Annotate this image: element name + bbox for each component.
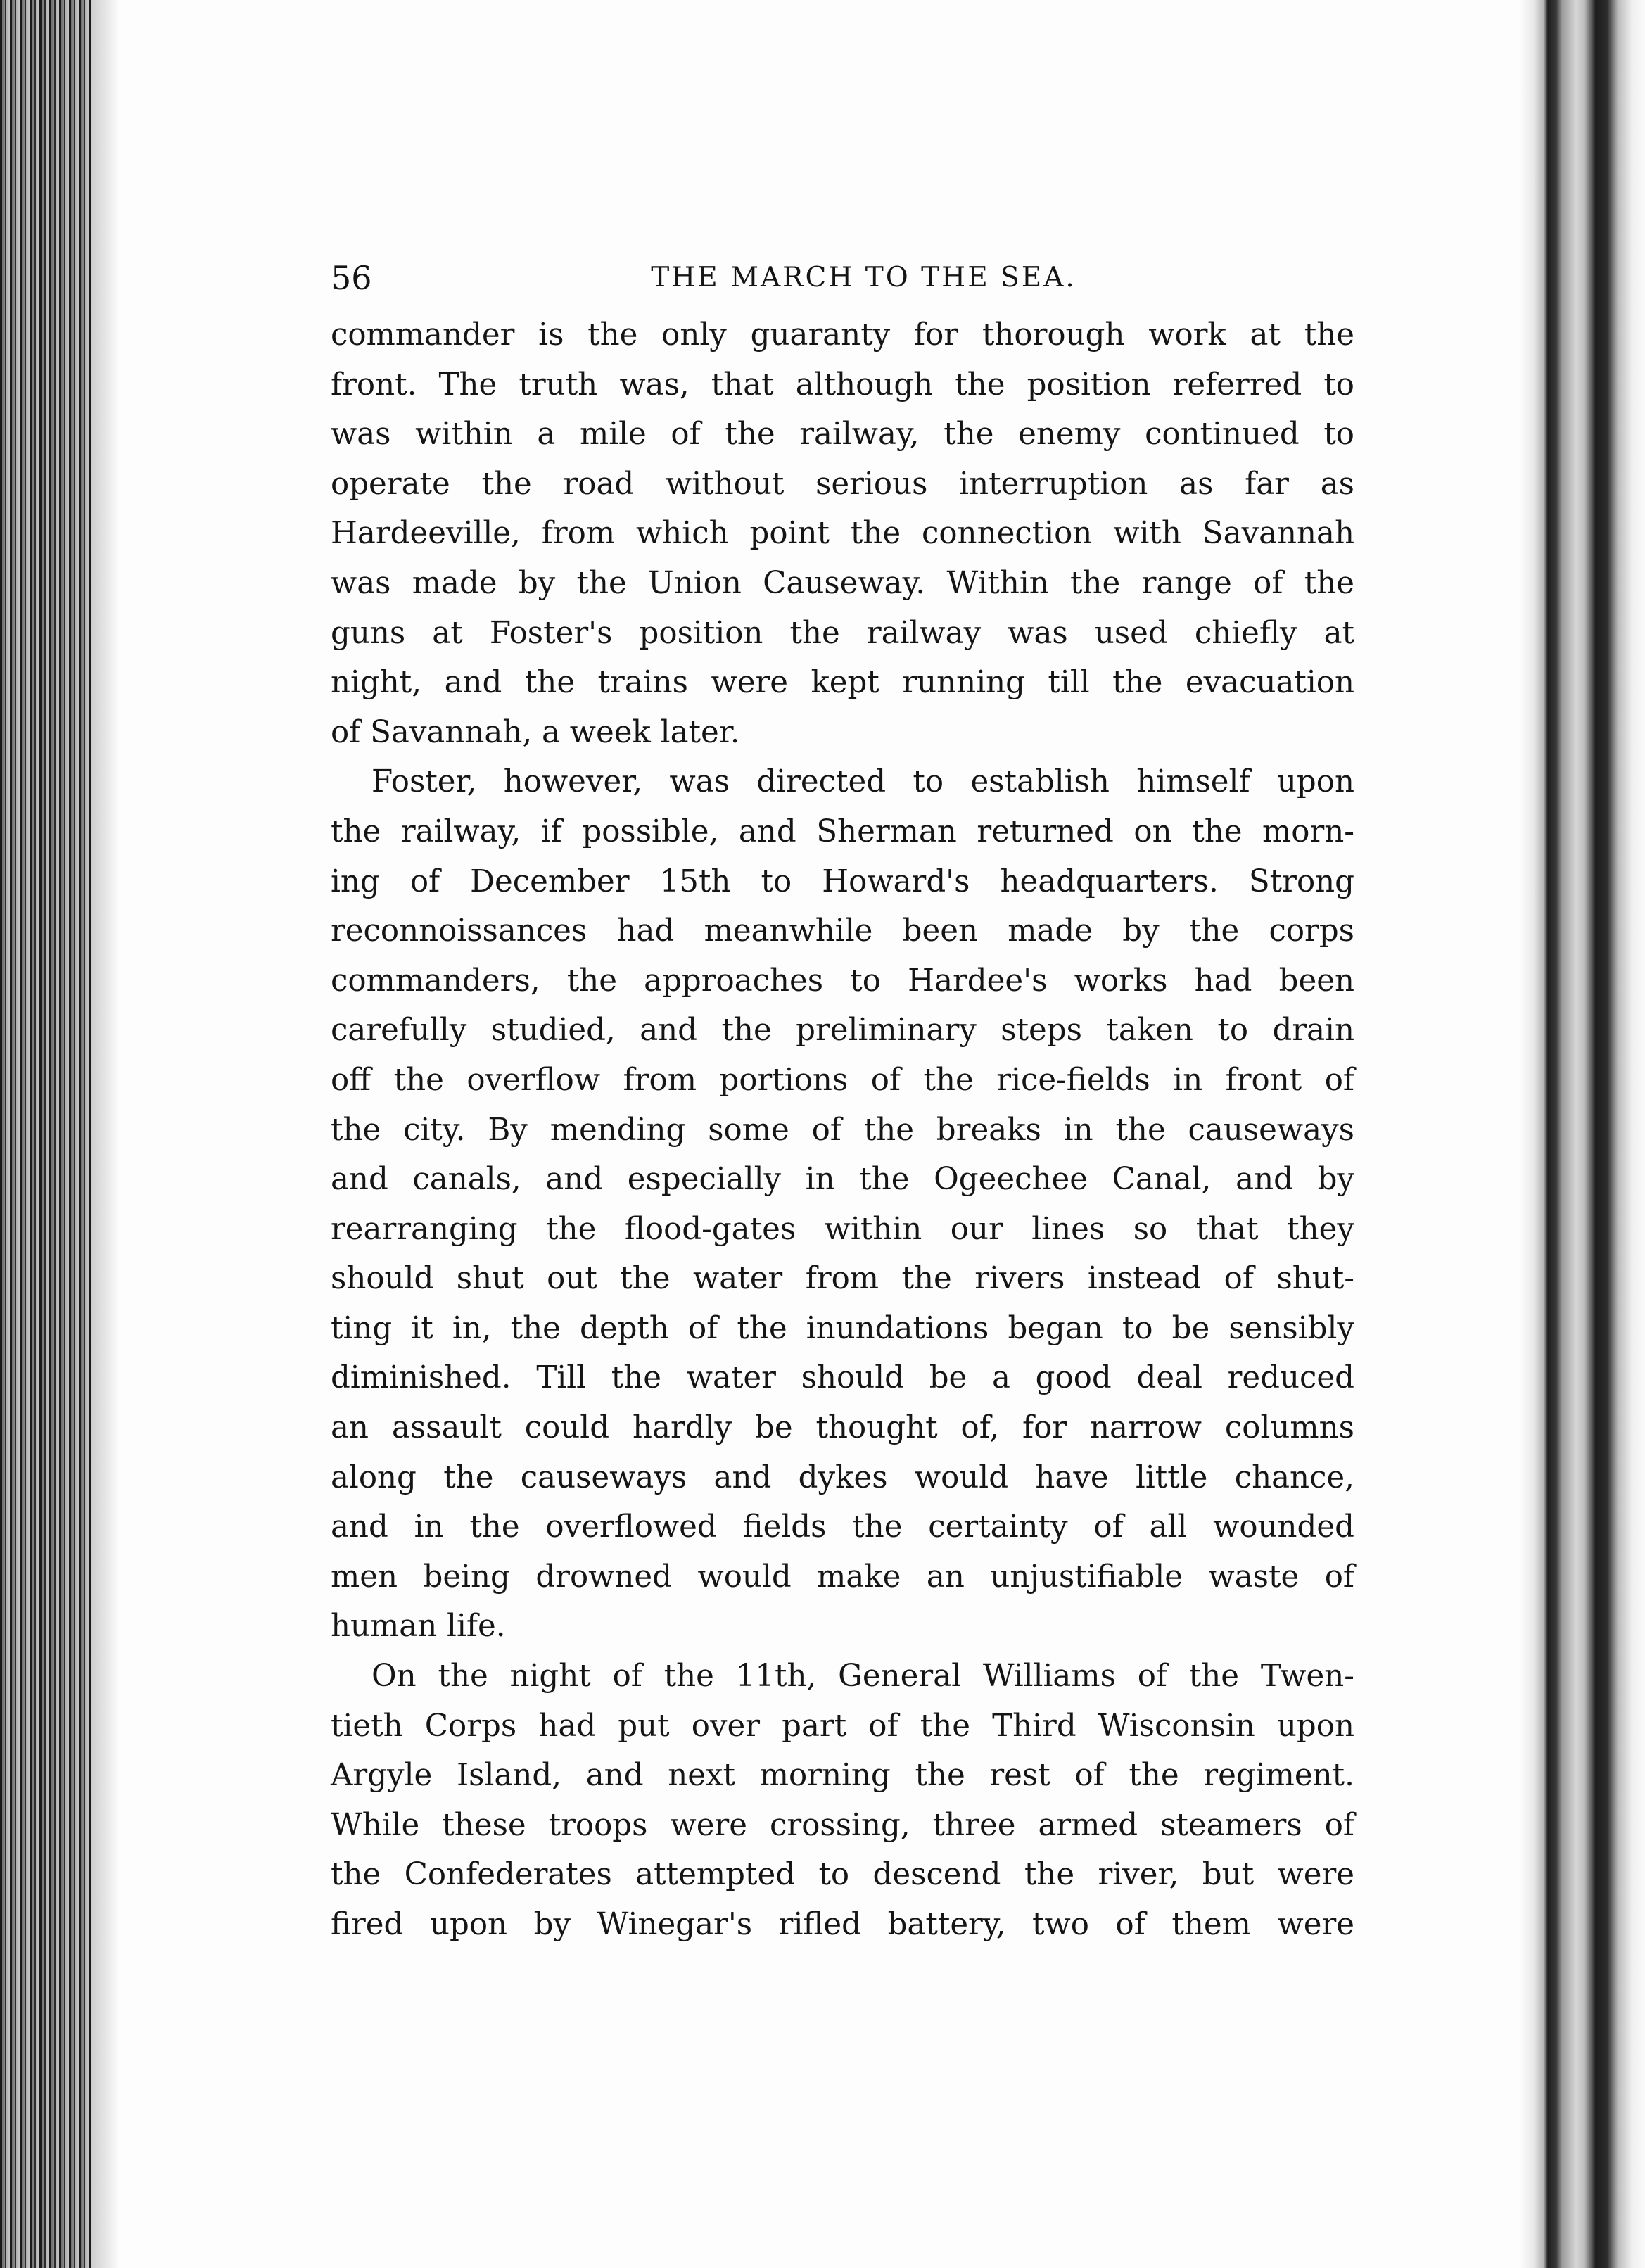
text-line: of Savannah, a week later. — [331, 714, 740, 750]
text-line: the railway, if possible, and Sherman returned on the morn- — [331, 813, 1354, 849]
text-line: ing of December 15th to Howard's headquarters. Strong — [331, 863, 1354, 899]
text-line: and canals, and especially in the Ogeechee Canal, and by — [331, 1162, 1354, 1198]
text-line: human life. — [331, 1609, 506, 1645]
text-line: Foster, however, was directed to establish himself upon — [371, 764, 1354, 800]
text-line: operate the road without serious interruption as far as — [331, 466, 1354, 502]
paragraph-3 — [331, 1652, 1354, 1950]
text-line: tieth Corps had put over part of the Third Wisconsin upon — [331, 1708, 1354, 1744]
text-line: On the night of the 11th, General Williams of the Twen- — [371, 1659, 1354, 1694]
text-line: the city. By mending some of the breaks in the causeways — [331, 1112, 1354, 1148]
text-line: should shut out the water from the rivers instead of shut- — [331, 1261, 1354, 1297]
running-title: THE MARCH TO THE SEA. — [651, 262, 1076, 293]
paragraph-2 — [331, 757, 1354, 1652]
paragraph-1 — [331, 310, 1354, 757]
text-line: front. The truth was, that although the position referred to — [331, 367, 1354, 403]
text-line: men being drowned would make an unjustifiable waste of — [331, 1559, 1354, 1595]
binding-shadow — [91, 0, 120, 2268]
text-line: night, and the trains were kept running till the evacuation — [331, 665, 1354, 701]
page-text-block — [331, 250, 1354, 1950]
text-line: along the causeways and dykes would have little chance, — [331, 1459, 1354, 1495]
text-line: Hardeeville, from which point the connection with Savannah — [331, 516, 1354, 552]
facing-page-edge — [1520, 0, 1645, 2268]
text-line: off the overflow from portions of the rice-fields in front of — [331, 1062, 1354, 1098]
text-line: was made by the Union Causeway. Within the range of the — [331, 565, 1354, 601]
text-line: commander is the only guaranty for thorough work at the — [331, 317, 1354, 353]
text-line: diminished. Till the water should be a good deal reduced — [331, 1360, 1354, 1396]
text-line: the Confederates attempted to descend the river, but were — [331, 1857, 1354, 1893]
book-binding-edge — [0, 0, 91, 2268]
text-line: and in the overflowed fields the certainty of all wounded — [331, 1509, 1354, 1545]
text-line: was within a mile of the railway, the enemy continued to — [331, 417, 1354, 452]
text-line: rearranging the flood-gates within our lines so that they — [331, 1211, 1354, 1247]
text-line: While these troops were crossing, three armed steamers of — [331, 1807, 1354, 1843]
text-line: carefully studied, and the preliminary steps taken to drain — [331, 1013, 1354, 1049]
text-line: Argyle Island, and next morning the rest of the regiment. — [331, 1758, 1354, 1794]
running-head — [331, 250, 1354, 306]
text-line: reconnoissances had meanwhile been made by the corps — [331, 913, 1354, 949]
text-line: commanders, the approaches to Hardee's works had been — [331, 963, 1354, 999]
text-line: fired upon by Winegar's rifled battery, two of them were — [331, 1907, 1354, 1942]
text-line: an assault could hardly be thought of, for narrow columns — [331, 1410, 1354, 1446]
page-number: 56 — [331, 259, 372, 297]
text-line: ting it in, the depth of the inundations began to be sensibly — [331, 1310, 1354, 1346]
text-line: guns at Foster's position the railway was used chiefly at — [331, 615, 1354, 651]
